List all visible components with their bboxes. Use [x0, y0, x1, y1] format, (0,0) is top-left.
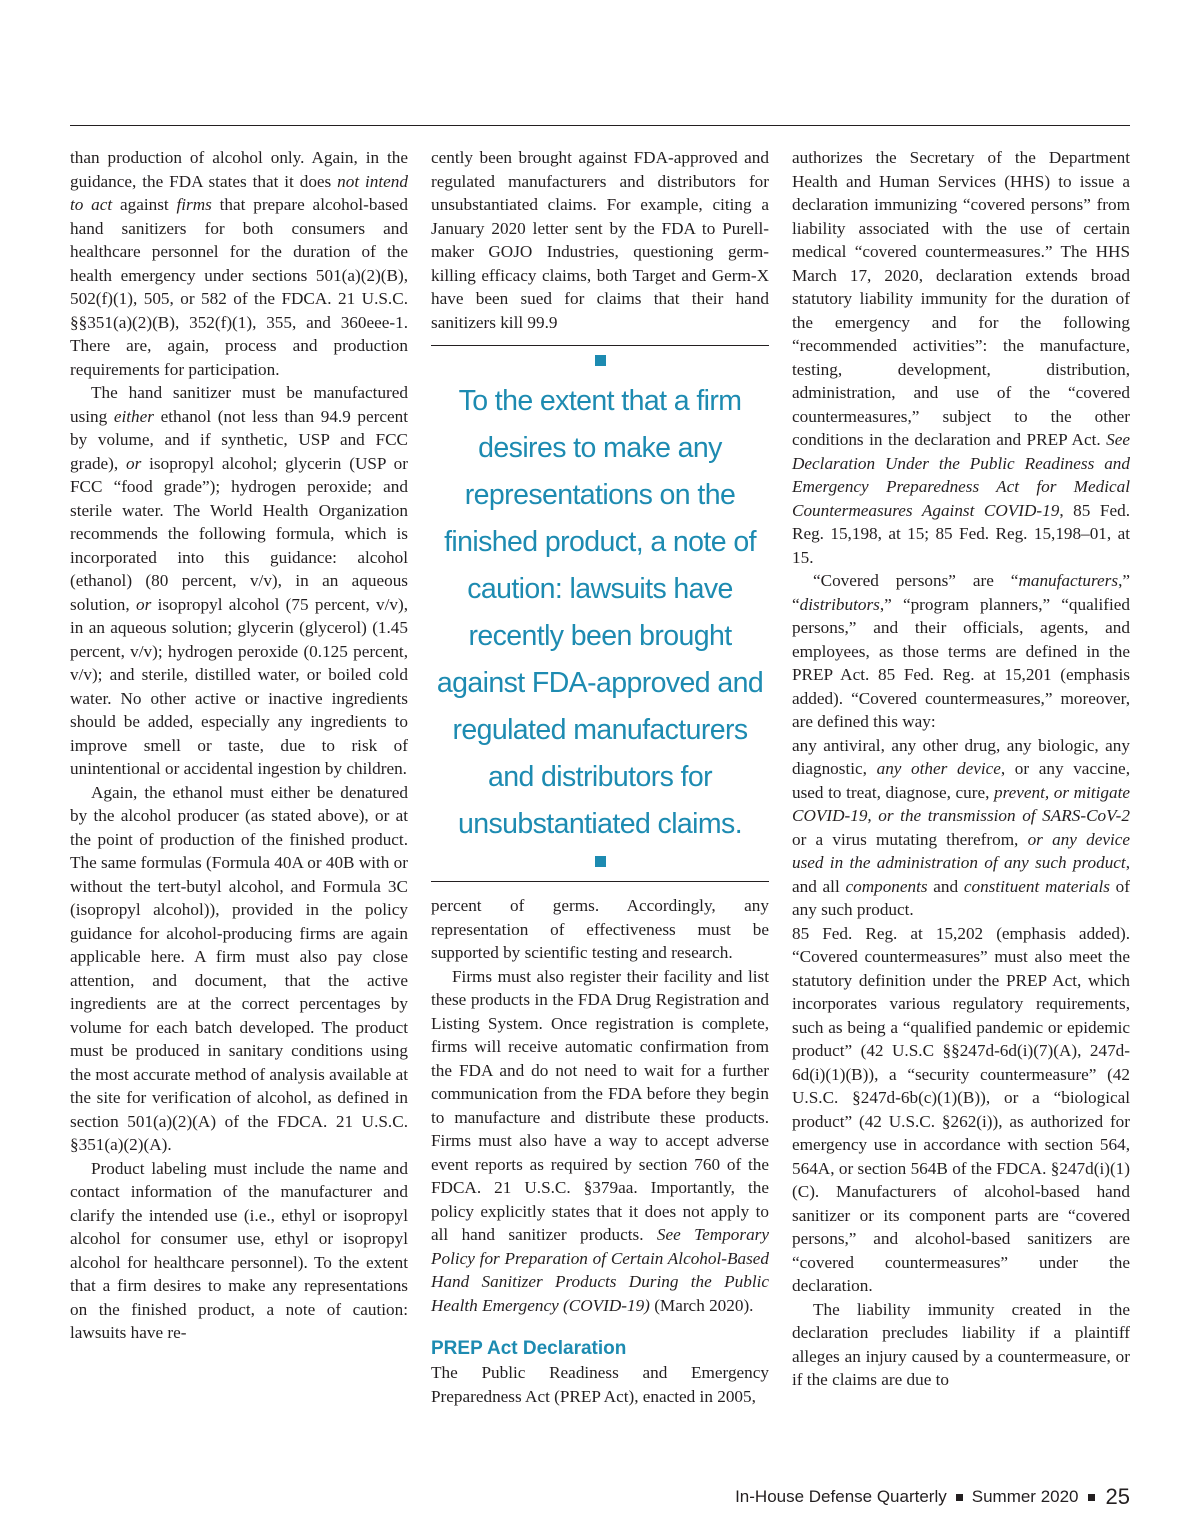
- text-run: than production of alcohol only. Again, in the guidance, the FDA states that it does: [70, 148, 408, 191]
- emphasis: not intend to act: [70, 171, 408, 214]
- text-run: Firms must also register their facility and list these products in the FDA Drug Registration and Listing System. Once registration is complete, firms will receive automatic confirmation from the FDA and do not need to wait for a further communication from the FDA before they begin to manufacture and distribute these products. Firms must also have a way to accept adverse event reports as required by section 760 of the FDCA. 21 U.S.C. §379aa. Importantly, the policy explicitly states that it does not apply to all hand sanitizer products.: [431, 966, 769, 1244]
- publication-name: In-House Defense Quarterly: [735, 1487, 947, 1506]
- issue-label: Summer 2020: [971, 1487, 1079, 1506]
- square-separator-icon: [956, 1494, 963, 1501]
- paragraph: [70, 381, 408, 781]
- text-run: The hand sanitizer must be manufactured using: [70, 383, 408, 426]
- square-bullet-icon: [595, 856, 606, 867]
- emphasis: distributors: [799, 594, 880, 614]
- square-separator-icon: [1088, 1494, 1095, 1501]
- pull-quote-text: To the extent that a firm desires to make any representations on the finished product, a note of caution: lawsuits have recently been brought against FDA-approved and regulated manufacturers and distributors for unsubstantiated claims.: [436, 385, 764, 840]
- text-run: “Covered persons” are “: [813, 571, 1019, 590]
- text-run: and: [927, 876, 964, 896]
- paragraph: percent of germs. Accordingly, any representation of effectiveness must be supported by scientific testing and research.: [431, 896, 769, 962]
- top-rule: [70, 125, 1130, 126]
- page-footer: [735, 1484, 1130, 1510]
- paragraph: 85 Fed. Reg. at 15,202 (emphasis added). “Covered countermeasures” must also meet the statutory definition under the PREP Act, which incorporates various regulatory requirements, such as being a “qualified pandemic or epidemic product” (42 U.S.C §§247d-6d(i)(7)(A), 247d-6d(i)(1)(B)), a “security countermeasure” (42 U.S.C. §247d-6b(c)(1)(B)), or a “biological product” (42 U.S.C. §262(i)), as authorized for emergency use in accordance with section 564, 564A, or section 564B of the FDCA. §247d(i)(1)(C). Manufacturers of alcohol-based hand sanitizer or its component parts are “covered persons,” and alcohol-based sanitizers are “covered countermeasures” under the declaration.: [792, 923, 1130, 1295]
- text-run: against: [112, 195, 177, 214]
- column-1: [70, 146, 408, 1345]
- emphasis: prevent, or mitigate COVID-19, or the transmission of SARS-CoV-2: [792, 782, 1130, 825]
- text-run: , and all: [792, 853, 1130, 896]
- block-quote: [792, 734, 1130, 922]
- text-run: ,” “: [792, 571, 1130, 614]
- emphasis: See Temporary Policy for Preparation of Certain Alcohol-Based Hand Sanitizer Products During the Public Health Emergency (COVID-19): [431, 1225, 769, 1315]
- paragraph: The liability immunity created in the declaration precludes liability if a plaintiff alleges an injury caused by a countermeasure, or if the claims are due to: [792, 1299, 1130, 1389]
- column-3: [792, 146, 1130, 1392]
- emphasis: manufacturers: [1018, 571, 1119, 590]
- text-run: (March 2020).: [649, 1295, 754, 1315]
- text-run: isopropyl alcohol; glycerin (USP or FCC “food grade”); hydrogen peroxide; and sterile water. The World Health Organization recommends the following formula, which is incorporated into this guidance: alcohol (ethanol) (80 percent, v/v), in an aqueous solution,: [70, 453, 408, 614]
- paragraph: cently been brought against FDA-approved and regulated manufacturers and distributors for unsubstantiated claims. For example, citing a January 2020 letter sent by the FDA to Purell-maker GOJO Industries, questioning germ-killing efficacy claims, both Target and Germ-X have been sued for claims that their hand sanitizers kill 99.9: [431, 148, 769, 332]
- emphasis: components: [845, 876, 928, 896]
- pull-quote: [431, 345, 769, 882]
- emphasis: firms: [176, 195, 212, 214]
- text-run: , 85 Fed. Reg. 15,198, at 15; 85 Fed. Reg. 15,198–01, at 15.: [792, 500, 1130, 567]
- text-run: ,” “program planners,” “qualified persons,” and their officials, agents, and employees, as those terms are defined in the PREP Act. 85 Fed. Reg. at 15,201 (emphasis added). “Covered countermeasures,” moreover, are defined this way:: [792, 594, 1130, 731]
- paragraph: The Public Readiness and Emergency Preparedness Act (PREP Act), enacted in 2005,: [431, 1363, 769, 1406]
- emphasis: constituent materials: [963, 876, 1110, 896]
- page-number: 25: [1105, 1484, 1130, 1509]
- text-run: any antiviral, any other drug, any biologic, any diagnostic,: [792, 735, 1130, 778]
- paragraph: Again, the ethanol must either be denatured by the alcohol producer (as stated above), or at the point of production of the finished product. The same formulas (Formula 40A or 40B with or without the tert-butyl alcohol, and Formula 3C (isopropyl alcohol)), provided in the policy guidance for alcohol-producing firms are again applicable here. A firm must also pay close attention, and document, that the active ingredients are at the correct percentages by volume for each batch developed. The product must be produced in sanitary conditions using the most accurate method of analysis available at the site for verification of alcohol, as defined in section 501(a)(2)(A) of the FDCA. 21 U.S.C. §351(a)(2)(A).: [70, 782, 408, 1154]
- paragraph: [792, 569, 1130, 734]
- paragraph: [431, 965, 769, 1318]
- text-run: that prepare alcohol-based hand sanitizers for both consumers and healthcare personnel for the duration of the health emergency under sections 501(a)(2)(B), 502(f)(1), 505, or 582 of the FDCA. 21 U.S.C. §§351(a)(2)(B), 352(f)(1), 355, and 360eee-1. There are, again, process and production requirements for participation.: [70, 195, 409, 379]
- text-run: or a virus mutating therefrom,: [792, 829, 1028, 849]
- square-bullet-icon: [595, 355, 606, 366]
- section-heading: PREP Act Declaration: [431, 1338, 627, 1359]
- text-run: of any such product.: [792, 876, 1130, 919]
- text-run: authorizes the Secretary of the Department Health and Human Services (HHS) to issue a declaration immunizing “covered persons” from liability associated with the use of certain medical “covered countermeasures.” The HHS March 17, 2020, declaration extends broad statutory liability immunity for the duration of the emergency and for the following “recommended activities”: the manufacture, testing, development, distribution, administration, and use of the “covered countermeasures,” subject to the other conditions in the declaration and PREP Act.: [792, 148, 1130, 449]
- emphasis: or: [135, 594, 152, 614]
- paragraph: Product labeling must include the name and contact information of the manufacturer and clarify the intended use (i.e., ethyl or isopropyl alcohol for consumer use, ethyl or isopropyl alcohol for healthcare personnel). To the extent that a firm desires to make any representations on the finished product, a note of caution: lawsuits have re-: [70, 1158, 408, 1342]
- emphasis: or any device used in the administration of any such product: [792, 829, 1130, 872]
- emphasis: any other device: [876, 759, 1001, 778]
- text-run: ethanol (not less than 94.9 percent by volume, and if synthetic, USP and FCC grade),: [70, 406, 408, 473]
- paragraph: [70, 146, 408, 381]
- paragraph: [792, 146, 1130, 569]
- column-2: [431, 146, 769, 1408]
- emphasis: or: [126, 453, 142, 473]
- emphasis: either: [113, 406, 154, 426]
- emphasis: See Declaration Under the Public Readiness and Emergency Preparedness Act for Medical Countermeasures Against COVID-19: [792, 430, 1130, 520]
- text-run: isopropyl alcohol (75 percent, v/v), in an aqueous solution; glycerin (glycerol) (1.45 percent, v/v); hydrogen peroxide (0.125 percent, v/v); and sterile, distilled water, or boiled cold water. No other active or inactive ingredients should be added, especially any ingredients to improve smell or taste, due to risk of unintentional or accidental ingestion by children.: [70, 594, 408, 778]
- text-run: , or any vaccine, used to treat, diagnose, cure,: [792, 759, 1130, 802]
